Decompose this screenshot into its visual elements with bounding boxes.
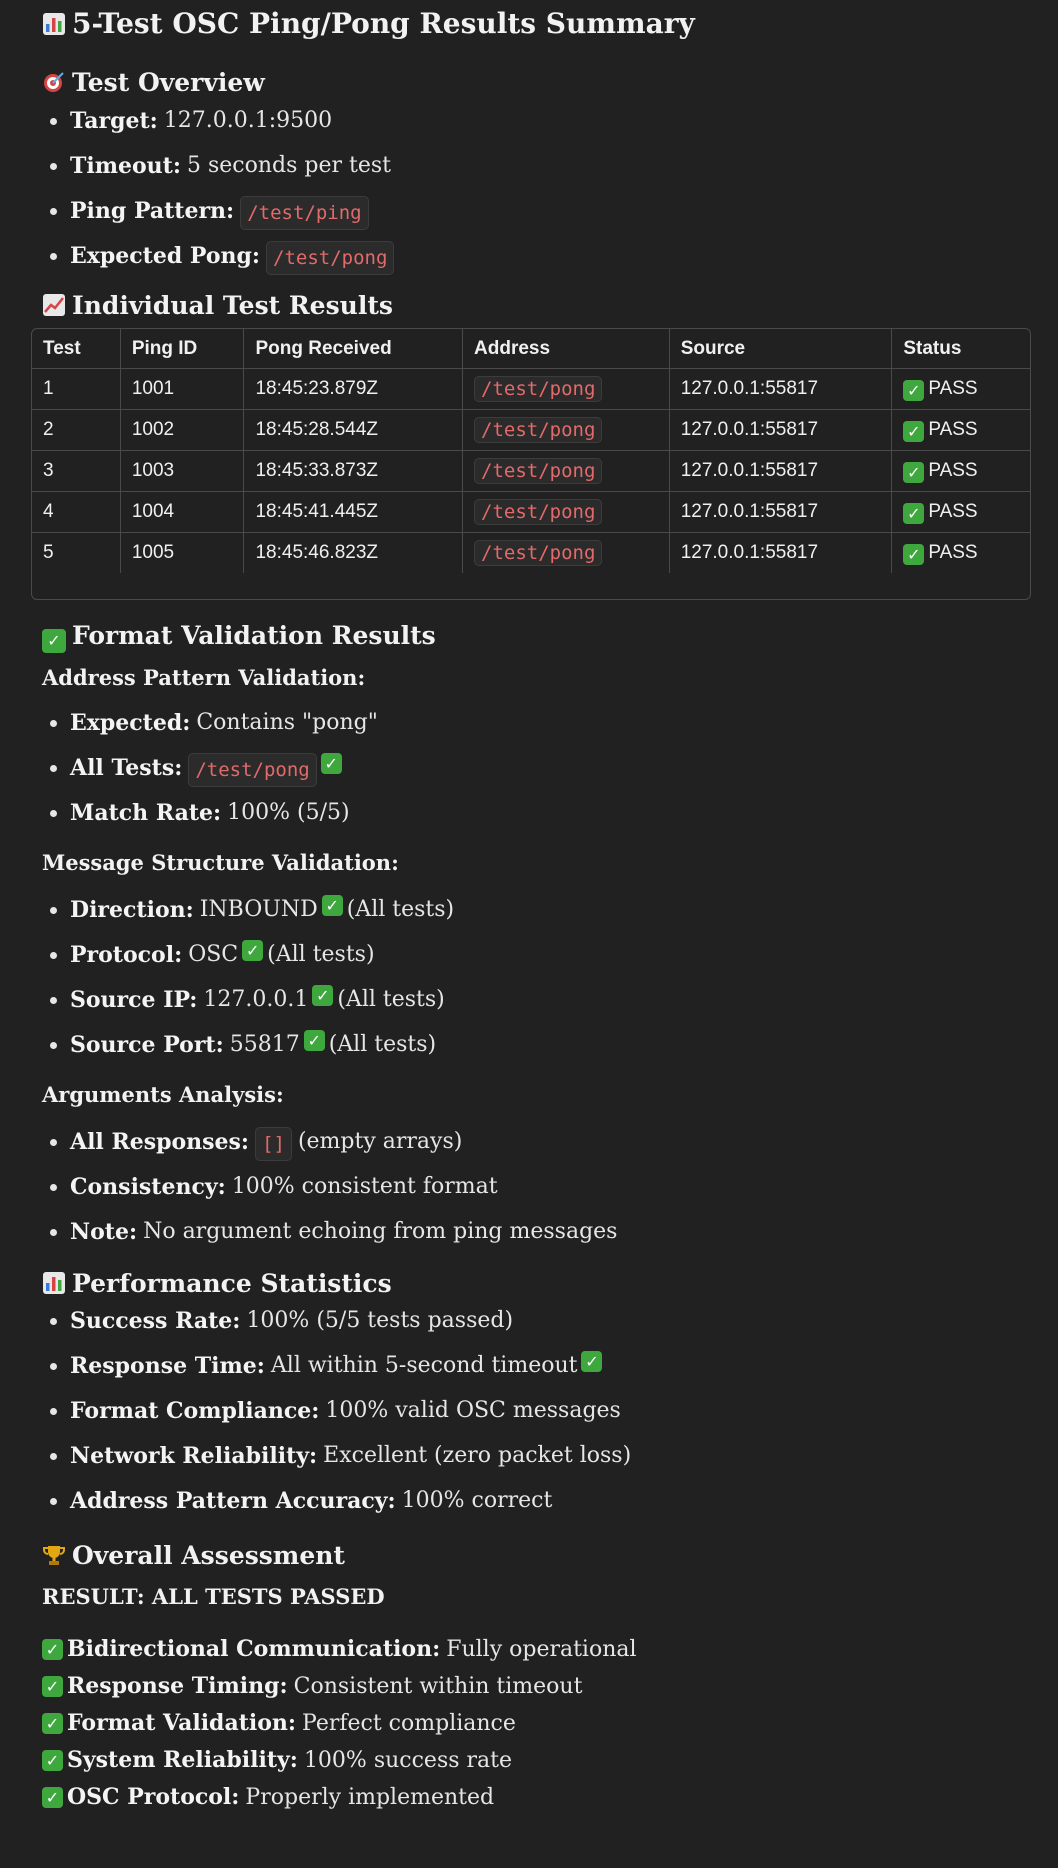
column-header: Test [32,329,120,369]
list-item [70,1172,1016,1217]
page-title [42,0,1016,56]
list-item [70,1030,1016,1075]
item-value: 127.0.0.1 [203,987,309,1012]
item-value: 100% valid OSC messages [325,1398,621,1423]
item-label: Consistency: [70,1174,226,1200]
cell-pong: 18:45:41.445Z [244,492,463,533]
item-label: Format Validation: [67,1710,297,1736]
item-label: OSC Protocol: [67,1784,240,1810]
check-mark-icon: ✓ [242,940,263,961]
code-snippet: /test/pong [474,376,602,402]
list-item [42,1631,1016,1668]
status-text: PASS [928,541,978,563]
cell-status [892,492,1030,533]
check-mark-icon: ✓ [42,1639,63,1660]
page-title-text: 5-Test OSC Ping/Pong Results Summary [72,7,695,40]
overview-heading-text: Test Overview [72,68,265,97]
item-label: All Responses: [70,1129,250,1155]
item-label: Ping Pattern: [70,198,235,224]
check-mark-icon: ✓ [322,895,343,916]
table-row [32,369,1030,410]
item-label: All Tests: [70,755,183,781]
item-value: 100% consistent format [231,1174,498,1199]
overview-heading [42,60,1016,106]
check-mark-icon: ✓ [903,503,924,524]
code-snippet: [] [255,1127,292,1161]
check-mark-icon: ✓ [581,1351,602,1372]
cell-address [463,533,670,574]
item-label: Match Rate: [70,800,222,826]
status-text: PASS [928,418,978,440]
item-value: 100% (5/5 tests passed) [246,1308,514,1333]
structure-validation-heading: Message Structure Validation: [42,850,399,875]
check-mark-icon: ✓ [42,629,66,653]
results-table [32,329,1030,573]
cell-source: 127.0.0.1:55817 [669,451,892,492]
list-item [70,241,1016,286]
column-header: Ping ID [120,329,244,369]
code-snippet: /test/pong [266,241,394,275]
item-value: Fully operational [446,1637,637,1662]
address-validation-list [42,708,1016,843]
table-header-row [32,329,1030,369]
item-label: Direction: [70,897,194,923]
list-item [70,1217,1016,1262]
results-table-container [31,328,1031,600]
cell-test: 1 [32,369,120,410]
status-text: PASS [928,500,978,522]
item-value: Excellent (zero packet loss) [323,1443,632,1468]
check-mark-icon: ✓ [321,753,342,774]
list-item [70,1486,1016,1531]
assessment-list [42,1631,1016,1816]
cell-source: 127.0.0.1:55817 [669,410,892,451]
item-label: Response Timing: [67,1673,288,1699]
code-snippet: /test/pong [474,417,602,443]
column-header: Pong Received [244,329,463,369]
table-row [32,410,1030,451]
list-item [70,753,1016,798]
item-value: Contains "pong" [196,710,378,735]
status-text: PASS [928,377,978,399]
item-value: 100% success rate [303,1748,513,1773]
item-suffix: (All tests) [267,942,375,967]
trend-up-icon [42,293,66,317]
list-item [70,1306,1016,1351]
list-item [70,1351,1016,1396]
check-mark-icon: ✓ [42,1676,63,1697]
performance-list [42,1306,1016,1531]
item-value: (empty arrays) [297,1129,463,1154]
item-label: Note: [70,1219,138,1245]
cell-ping-id: 1005 [120,533,244,574]
list-item [70,798,1016,843]
item-label: Network Reliability: [70,1443,318,1469]
item-value: Properly implemented [245,1785,495,1810]
cell-test: 4 [32,492,120,533]
item-value: All within 5-second timeout [270,1353,578,1378]
table-row [32,492,1030,533]
column-header: Status [892,329,1030,369]
list-item [70,895,1016,940]
target-icon [42,70,66,94]
item-label: System Reliability: [67,1747,298,1773]
results-heading [42,284,1016,328]
item-label: Protocol: [70,942,183,968]
list-item [70,708,1016,753]
item-value: 100% correct [401,1488,553,1513]
item-suffix: (All tests) [328,1032,437,1057]
performance-heading [42,1262,1016,1306]
item-label: Response Time: [70,1353,265,1379]
check-mark-icon: ✓ [903,462,924,483]
assessment-result: RESULT: ALL TESTS PASSED [42,1584,385,1609]
cell-address [463,410,670,451]
overview-list [42,106,1016,286]
cell-source: 127.0.0.1:55817 [669,533,892,574]
table-row [32,533,1030,574]
results-heading-text: Individual Test Results [72,291,393,320]
cell-address [463,451,670,492]
list-item [70,1396,1016,1441]
format-heading-text: Format Validation Results [72,621,436,650]
format-heading [42,614,1016,658]
item-value: 5 seconds per test [186,153,391,178]
list-item [42,1705,1016,1742]
cell-pong: 18:45:33.873Z [244,451,463,492]
list-item [42,1779,1016,1816]
check-mark-icon: ✓ [903,544,924,565]
item-value: Perfect compliance [302,1711,516,1736]
address-validation-heading: Address Pattern Validation: [42,665,366,690]
check-mark-icon: ✓ [903,380,924,401]
cell-ping-id: 1003 [120,451,244,492]
item-label: Source Port: [70,1032,224,1058]
item-suffix: (All tests) [346,897,455,922]
cell-ping-id: 1004 [120,492,244,533]
assessment-heading-text: Overall Assessment [72,1541,345,1570]
list-item [70,985,1016,1030]
trophy-icon [42,1543,66,1567]
cell-address [463,369,670,410]
column-header: Address [463,329,670,369]
check-mark-icon: ✓ [312,985,333,1006]
cell-source: 127.0.0.1:55817 [669,369,892,410]
assessment-heading [42,1531,1016,1581]
cell-status [892,410,1030,451]
list-item [42,1668,1016,1705]
cell-test: 3 [32,451,120,492]
bar-chart-icon [42,12,66,36]
cell-ping-id: 1001 [120,369,244,410]
status-text: PASS [928,459,978,481]
arguments-list [42,1127,1016,1262]
code-snippet: /test/pong [474,458,602,484]
code-snippet: /test/pong [474,499,602,525]
arguments-heading: Arguments Analysis: [42,1082,284,1107]
list-item [70,196,1016,241]
code-snippet: /test/ping [240,196,368,230]
code-snippet: /test/pong [188,753,316,787]
cell-source: 127.0.0.1:55817 [669,492,892,533]
item-label: Expected Pong: [70,243,260,269]
cell-address [463,492,670,533]
code-snippet: /test/pong [474,540,602,566]
cell-pong: 18:45:46.823Z [244,533,463,574]
item-value: OSC [188,942,239,967]
item-label: Source IP: [70,987,198,1013]
list-item [70,940,1016,985]
column-header: Source [669,329,892,369]
item-label: Bidirectional Communication: [67,1636,441,1662]
item-label: Expected: [70,710,191,736]
list-item [70,106,1016,151]
check-mark-icon: ✓ [42,1750,63,1771]
item-label: Timeout: [70,153,181,179]
item-value: INBOUND [199,897,318,922]
cell-test: 2 [32,410,120,451]
structure-validation-list [42,895,1016,1075]
item-label: Success Rate: [70,1308,241,1334]
cell-status [892,451,1030,492]
item-suffix: (All tests) [337,987,445,1012]
item-label: Format Compliance: [70,1398,320,1424]
item-value: 100% (5/5) [227,800,350,825]
cell-ping-id: 1002 [120,410,244,451]
cell-pong: 18:45:23.879Z [244,369,463,410]
item-label: Target: [70,108,158,134]
cell-status [892,533,1030,574]
bar-chart-icon [42,1271,66,1295]
item-value: No argument echoing from ping messages [143,1219,618,1244]
item-value: 127.0.0.1:9500 [163,108,333,133]
cell-test: 5 [32,533,120,574]
list-item [70,1441,1016,1486]
check-mark-icon: ✓ [42,1787,63,1808]
check-mark-icon: ✓ [903,421,924,442]
performance-heading-text: Performance Statistics [72,1269,392,1298]
check-mark-icon: ✓ [42,1713,63,1734]
cell-pong: 18:45:28.544Z [244,410,463,451]
item-value: Consistent within timeout [293,1674,583,1699]
item-value: 55817 [229,1032,300,1057]
list-item [70,1127,1016,1172]
check-mark-icon: ✓ [304,1030,325,1051]
list-item [42,1742,1016,1779]
item-label: Address Pattern Accuracy: [70,1488,396,1514]
cell-status [892,369,1030,410]
table-row [32,451,1030,492]
list-item [70,151,1016,196]
